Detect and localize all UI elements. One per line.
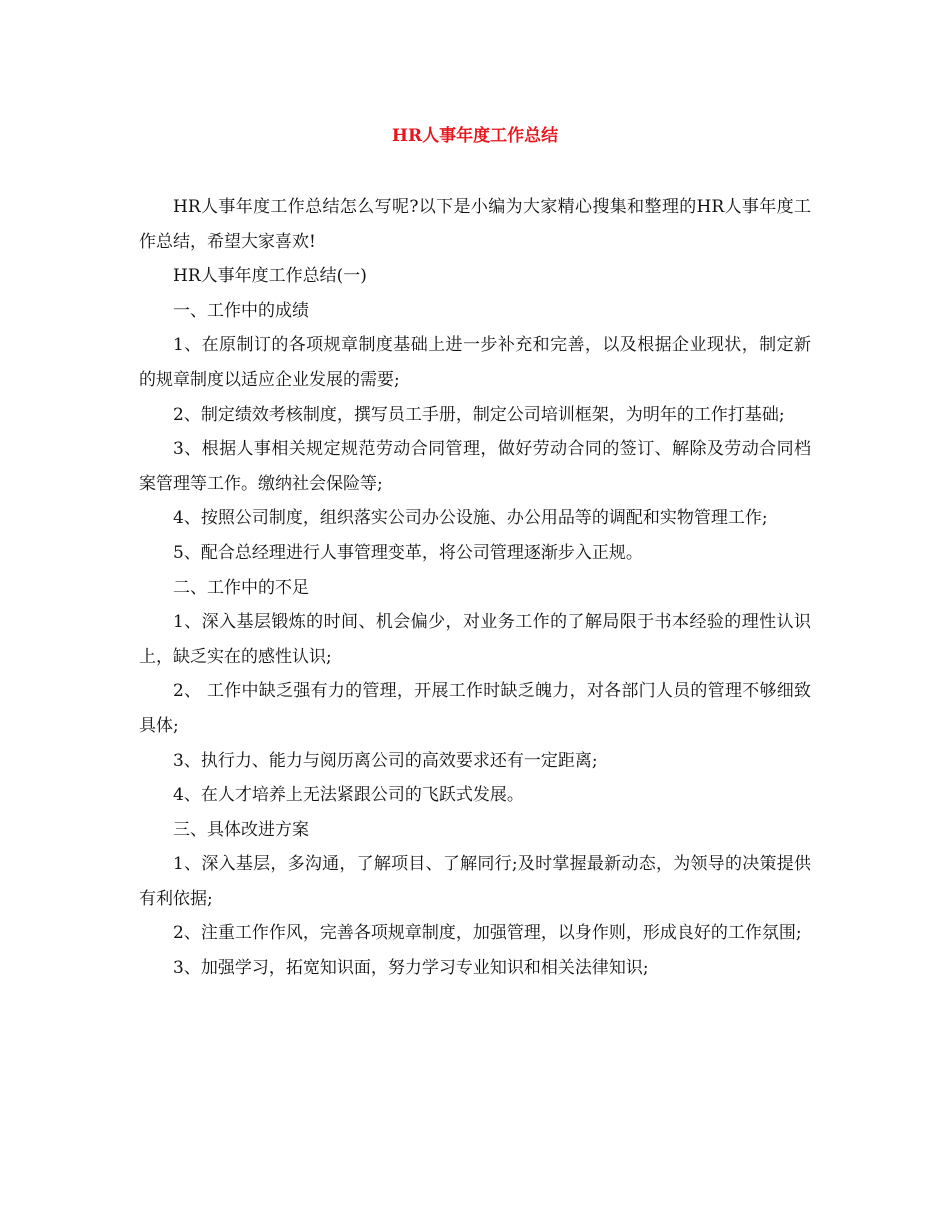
improvement-item: 2、注重工作作风，完善各项规章制度，加强管理，以身作则，形成良好的工作氛围; [173, 923, 802, 944]
improvement-item: 1、深入基层，多沟通，了解项目、了解同行;及时掌握最新动态，为领导的决策提供有利依据; [139, 854, 811, 909]
shortcoming-item: 1、深入基层锻炼的时间、机会偏少，对业务工作的了解局限于书本经验的理性认识上，缺乏实在的感性认识; [139, 612, 811, 667]
improvement-item: 3、加强学习，拓宽知识面，努力学习专业知识和相关法律知识; [173, 958, 649, 979]
achievement-item: 2、制定绩效考核制度，撰写员工手册，制定公司培训框架，为明年的工作打基础; [173, 404, 785, 425]
shortcoming-item: 2、 工作中缺乏强有力的管理，开展工作时缺乏魄力，对各部门人员的管理不够细致具体; [139, 681, 811, 736]
section-heading-part-one: HR人事年度工作总结(一) [173, 266, 367, 287]
heading-improvement-plan: 三、具体改进方案 [173, 819, 309, 840]
document-body [139, 190, 811, 986]
achievement-item: 3、根据人事相关规定规范劳动合同管理，做好劳动合同的签订、解除及劳动合同档案管理等工作。缴纳社会保险等; [139, 439, 811, 494]
achievement-item: 5、配合总经理进行人事管理变革，将公司管理逐渐步入正规。 [173, 542, 643, 563]
shortcoming-item: 4、在人才培养上无法紧跟公司的飞跃式发展。 [173, 785, 524, 806]
shortcoming-item: 3、执行力、能力与阅历离公司的高效要求还有一定距离; [173, 750, 598, 771]
document-title: HR人事年度工作总结 [391, 126, 559, 146]
intro-paragraph: HR人事年度工作总结怎么写呢?以下是小编为大家精心搜集和整理的HR人事年度工作总结，希望大家喜欢! [139, 197, 811, 252]
heading-achievements: 一、工作中的成绩 [173, 300, 309, 321]
achievement-item: 1、在原制订的各项规章制度基础上进一步补充和完善，以及根据企业现状，制定新的规章制度以适应企业发展的需要; [139, 335, 811, 390]
heading-shortcomings: 二、工作中的不足 [173, 577, 309, 598]
achievement-item: 4、按照公司制度，组织落实公司办公设施、办公用品等的调配和实物管理工作; [173, 508, 768, 529]
